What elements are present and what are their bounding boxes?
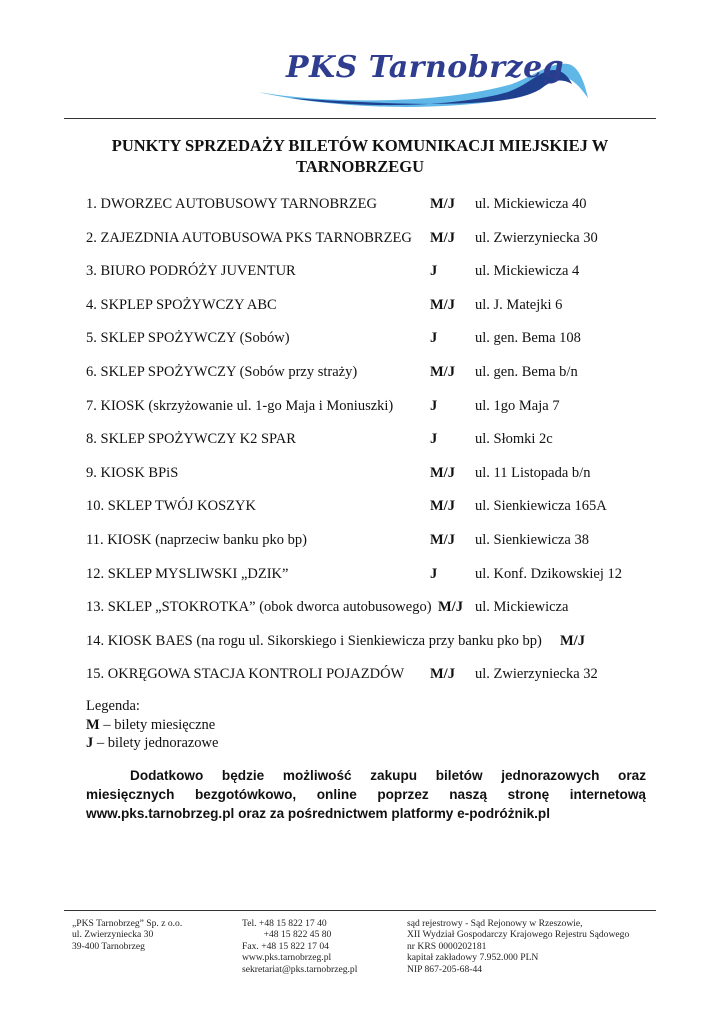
footer-line: +48 15 822 45 80 [242, 929, 332, 941]
list-item [86, 463, 666, 485]
point-name: 13. SKLEP „STOKROTKA” (obok dworca autobusowego) [86, 599, 432, 615]
ticket-type: M/J [430, 465, 455, 481]
footer-divider [64, 910, 656, 911]
logo-text: PKS Tarnobrzeg [286, 50, 565, 85]
legend-heading: Legenda: [86, 698, 140, 714]
ticket-type: M/J [430, 498, 455, 514]
point-name: 5. SKLEP SPOŻYWCZY (Sobów) [86, 330, 290, 346]
list-item [86, 664, 666, 686]
footer-email-link[interactable]: sekretariat@pks.tarnobrzeg.pl [242, 963, 358, 975]
point-name: 1. DWORZEC AUTOBUSOWY TARNOBRZEG [86, 196, 377, 212]
ticket-type: M/J [430, 230, 455, 246]
legend-text: – bilety miesięczne [99, 716, 216, 733]
list-item [86, 429, 666, 451]
legend [86, 697, 218, 753]
point-address: ul. Sienkiewicza 38 [475, 532, 589, 548]
point-address: ul. Konf. Dzikowskiej 12 [475, 566, 622, 582]
legend-key: J [86, 735, 94, 751]
point-name: 8. SKLEP SPOŻYWCZY K2 SPAR [86, 431, 296, 447]
list-item [86, 261, 666, 283]
footer-website-link[interactable]: www.pks.tarnobrzeg.pl [242, 952, 332, 964]
footer-line: kapitał zakładowy 7.952.000 PLN [407, 952, 539, 964]
point-name: 14. KIOSK BAES (na rogu ul. Sikorskiego i Sienkiewicza przy banku pko bp) [86, 633, 542, 649]
ticket-type: J [430, 398, 438, 414]
footer-line: NIP 867-205-68-44 [407, 963, 483, 975]
footer-line: nr KRS 0000202181 [407, 940, 487, 952]
footer-line: XII Wydział Gospodarczy Krajowego Rejestru Sądowego [407, 929, 630, 941]
list-item [86, 530, 666, 552]
ticket-type: M/J [430, 297, 455, 313]
point-name: 10. SKLEP TWÓJ KOSZYK [86, 498, 256, 514]
ticket-type: M/J [438, 599, 463, 615]
ticket-type: M/J [560, 633, 585, 649]
ticket-type: M/J [430, 532, 455, 548]
point-name: 11. KIOSK (naprzeciw banku pko bp) [86, 532, 307, 548]
point-name: 9. KIOSK BPiS [86, 465, 179, 481]
ticket-type: J [430, 566, 438, 582]
list-item [86, 496, 666, 518]
list-item [86, 597, 666, 619]
point-address: ul. gen. Bema b/n [475, 364, 578, 380]
list-item [86, 362, 666, 384]
footer-contact [242, 918, 357, 975]
point-address: ul. 11 Listopada b/n [475, 465, 591, 481]
point-address: ul. 1go Maja 7 [475, 398, 560, 414]
list-item [86, 228, 666, 250]
ticket-type: M/J [430, 364, 455, 380]
point-address: ul. Mickiewicza 4 [475, 263, 580, 279]
point-name: 3. BIURO PODRÓŻY JUVENTUR [86, 263, 296, 279]
note-text: Dodatkowo będzie możliwość zakupu biletów jednorazowych oraz miesięcznych bezgotówkowo, online poprzez naszą stronę internetową www.pks.tarnobrzeg.pl oraz za pośrednictwem platformy e-podróżnik.pl [86, 768, 646, 821]
point-address: ul. Zwierzyniecka 30 [475, 230, 598, 246]
list-item [86, 564, 666, 586]
point-address: ul. gen. Bema 108 [475, 330, 581, 346]
legend-key: M [86, 716, 100, 733]
list-item [86, 295, 666, 317]
footer-line: „PKS Tarnobrzeg” Sp. z o.o. [72, 918, 183, 929]
header-divider [64, 118, 656, 119]
list-item [86, 194, 666, 216]
ticket-type: M/J [430, 666, 455, 682]
page-title: PUNKTY SPRZEDAŻY BILETÓW KOMUNIKACJI MIEJSKIEJ W TARNOBRZEGU [111, 136, 609, 176]
point-name: 6. SKLEP SPOŻYWCZY (Sobów przy straży) [86, 364, 358, 380]
footer-line: Fax. +48 15 822 17 04 [242, 940, 329, 952]
list-item [86, 328, 666, 350]
point-address: ul. Mickiewicza [475, 599, 569, 615]
point-name: 2. ZAJEZDNIA AUTOBUSOWA PKS TARNOBRZEG [86, 230, 412, 246]
ticket-type: J [430, 330, 438, 346]
ticket-type: M/J [430, 196, 455, 212]
point-address: ul. Zwierzyniecka 32 [475, 666, 598, 682]
point-address: ul. Mickiewicza 40 [475, 196, 587, 212]
point-address: ul. Sienkiewicza 165A [475, 498, 607, 514]
footer-line: sąd rejestrowy - Sąd Rejonowy w Rzeszowie, [407, 918, 583, 929]
list-item [86, 631, 666, 653]
footer-company [72, 918, 182, 952]
logo [250, 40, 590, 110]
legend-text: – bilety jednorazowe [93, 735, 219, 751]
point-name: 12. SKLEP MYSLIWSKI „DZIK” [86, 566, 289, 582]
footer-line: 39-400 Tarnobrzeg [72, 940, 145, 952]
legend-item-monthly [86, 716, 218, 735]
ticket-type: J [430, 431, 438, 447]
point-name: 7. KIOSK (skrzyżowanie ul. 1-go Maja i Moniuszki) [86, 398, 394, 414]
point-name: 15. OKRĘGOWA STACJA KONTROLI POJAZDÓW [86, 666, 405, 682]
footer-registry [407, 918, 629, 975]
point-address: ul. J. Matejki 6 [475, 297, 563, 313]
online-purchase-note [86, 766, 646, 823]
point-name: 4. SKPLEP SPOŻYWCZY ABC [86, 297, 277, 313]
list-item [86, 396, 666, 418]
footer-line: ul. Zwierzyniecka 30 [72, 929, 154, 941]
footer-line: Tel. +48 15 822 17 40 [242, 918, 327, 929]
ticket-type: J [430, 263, 438, 279]
point-address: ul. Słomki 2c [475, 431, 553, 447]
legend-item-single [86, 734, 218, 753]
